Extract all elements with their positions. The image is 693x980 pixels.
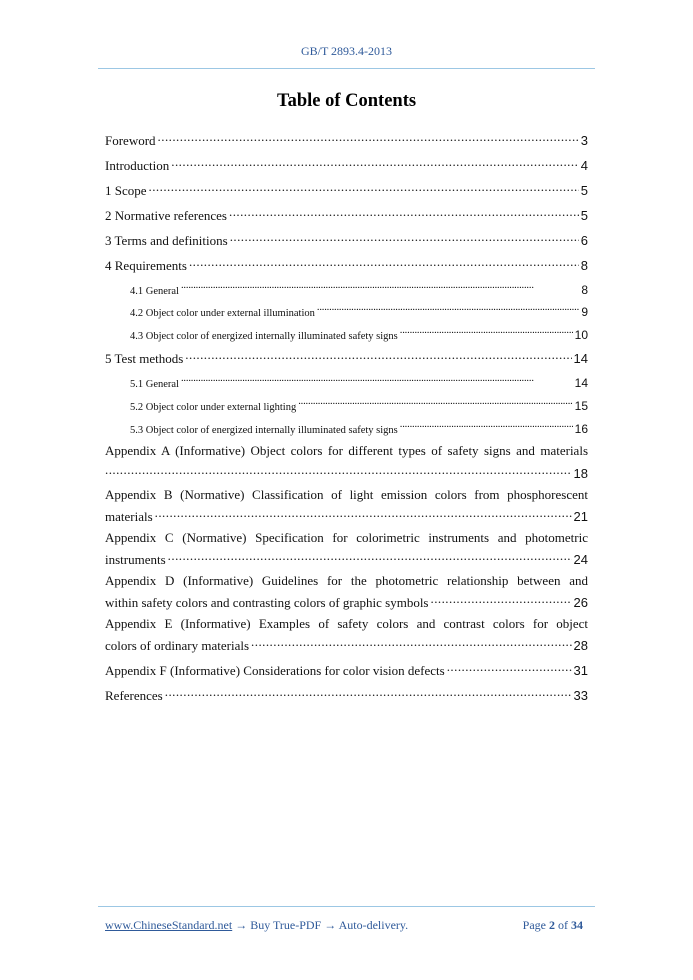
dot-leader (431, 591, 572, 607)
toc-entry-requirements[interactable] (105, 254, 588, 274)
toc-entry-label-cont: instruments (105, 552, 166, 567)
toc-entry-page: 14 (573, 351, 588, 366)
dot-leader (155, 505, 572, 521)
dot-leader (165, 684, 572, 700)
toc-entry-label: 4.1 General (130, 286, 179, 297)
toc-entry-appendix-b[interactable] (105, 485, 588, 504)
toc-entry-label: 4.3 Object color of energized internally illuminated safety signs (130, 331, 398, 342)
arrow-right-icon: → (324, 918, 337, 932)
toc-entry-appendix-a-page-line[interactable] (105, 462, 588, 482)
toc-entry-label: 4 Requirements (105, 258, 187, 273)
toc-entry-page: 6 (580, 233, 588, 248)
toc-entry-label: References (105, 688, 163, 703)
toc-entry-appendix-c-page-line[interactable] (105, 548, 588, 568)
toc-entry-appendix-e-page-line[interactable] (105, 634, 588, 654)
toc-entry-page: 16 (574, 422, 588, 436)
toc-entry-introduction[interactable] (105, 154, 588, 174)
toc-entry-label: 3 Terms and definitions (105, 233, 228, 248)
total-page-number: 34 (571, 918, 583, 932)
toc-entry-label: Appendix F (Informative) Considerations for color vision defects (105, 663, 445, 678)
dot-leader (251, 634, 571, 650)
toc-entry-page: 21 (573, 509, 588, 524)
dot-leader (105, 462, 572, 478)
toc-entry-label: 4.2 Object color under external illumination (130, 308, 315, 319)
toc-entry-label-cont: materials (105, 509, 153, 524)
toc-subentry-4-1[interactable] (130, 278, 588, 300)
toc-entry-label: 5.3 Object color of energized internally illuminated safety signs (130, 425, 398, 436)
dot-leader (229, 204, 579, 220)
buy-true-pdf-link[interactable]: Buy True-PDF (250, 918, 322, 932)
toc-entry-appendix-d[interactable] (105, 571, 588, 590)
toc-entry-appendix-d-page-line[interactable] (105, 591, 588, 611)
toc-entry-page: 15 (574, 399, 588, 413)
toc-entry-page: 28 (573, 638, 588, 653)
toc-subentry-5-1[interactable] (130, 371, 588, 393)
toc-entry-page: 3 (580, 133, 588, 148)
toc-entry-label: Appendix D (Informative) Guidelines for the photometric relationship between and (105, 573, 588, 588)
toc-entry-page: 4 (580, 158, 588, 173)
page-indicator (523, 918, 583, 933)
dot-leader (400, 417, 573, 433)
toc-entry-appendix-e[interactable] (105, 614, 588, 633)
toc-subentry-4-2[interactable] (130, 300, 588, 322)
page-word: Page (522, 918, 546, 932)
dot-leader (189, 254, 579, 270)
dot-leader (168, 548, 572, 564)
toc-entry-label-cont: within safety colors and contrasting colors of graphic symbols (105, 595, 429, 610)
dot-leader (171, 154, 579, 170)
toc-entry-page: 18 (573, 466, 588, 481)
footer-links (105, 918, 408, 933)
toc-entry-label: 2 Normative references (105, 208, 227, 223)
page-title: Table of Contents (276, 91, 417, 111)
toc-entry-scope[interactable] (105, 179, 588, 199)
toc-entry-label: Introduction (105, 158, 170, 173)
toc-entry-label: Appendix B (Normative) Classification of light emission colors from phosphorescent (105, 487, 588, 502)
toc-entry-page: 26 (573, 595, 588, 610)
toc-entry-label: Appendix A (Informative) Object colors for different types of safety signs and materials (105, 443, 588, 458)
toc-subentry-4-3[interactable] (130, 323, 588, 345)
toc-subentry-5-3[interactable] (130, 417, 588, 439)
toc-entry-appendix-b-page-line[interactable] (105, 505, 588, 525)
toc-entry-page: 5 (580, 208, 588, 223)
toc-entry-page: 10 (574, 328, 588, 342)
current-page-number: 2 (549, 918, 555, 932)
dot-leader (298, 394, 572, 410)
toc-entry-label: 1 Scope (105, 183, 147, 198)
footer-divider (98, 906, 595, 907)
toc-entry-label: Appendix C (Normative) Specification for colorimetric instruments and photometric (105, 530, 588, 545)
toc-entry-page: 31 (573, 663, 588, 678)
toc-entry-page: 9 (581, 305, 588, 319)
toc-entry-terms-definitions[interactable] (105, 229, 588, 249)
arrow-right-icon: → (235, 918, 248, 932)
toc-entry-references[interactable] (105, 684, 588, 704)
toc-entry-label: Foreword (105, 133, 156, 148)
toc-entry-page: 24 (573, 552, 588, 567)
dot-leader (400, 323, 573, 339)
toc-entry-page: 8 (581, 283, 588, 297)
dot-leader (158, 129, 579, 145)
toc-entry-appendix-a[interactable] (105, 441, 588, 460)
toc-entry-page: 14 (574, 376, 588, 390)
dot-leader (185, 347, 571, 363)
toc-entry-page: 5 (580, 183, 588, 198)
dot-leader (181, 371, 573, 387)
header-divider (98, 68, 595, 69)
dot-leader (149, 179, 579, 195)
toc-entry-page: 33 (573, 688, 588, 703)
auto-delivery-text: Auto-delivery. (338, 918, 409, 932)
toc-entry-label: Appendix E (Informative) Examples of safety colors and contrast colors for object (105, 616, 588, 631)
dot-leader (317, 300, 579, 316)
dot-leader (181, 278, 579, 294)
toc-entry-label: 5.2 Object color under external lighting (130, 402, 297, 413)
document-header: GB/T 2893.4-2013 (300, 44, 393, 58)
dot-leader (230, 229, 579, 245)
site-link[interactable]: www.ChineseStandard.net (105, 918, 233, 932)
toc-entry-appendix-f[interactable] (105, 659, 588, 679)
toc-entry-test-methods[interactable] (105, 347, 588, 367)
of-word: of (558, 918, 568, 932)
toc-entry-label: 5 Test methods (105, 351, 184, 366)
dot-leader (447, 659, 572, 675)
toc-entry-page: 8 (580, 258, 588, 273)
toc-entry-appendix-c[interactable] (105, 528, 588, 547)
toc-entry-label: 5.1 General (130, 379, 179, 390)
toc-entry-foreword[interactable] (105, 129, 588, 149)
toc-entry-label-cont: colors of ordinary materials (105, 638, 250, 653)
toc-subentry-5-2[interactable] (130, 394, 588, 416)
toc-entry-normative-references[interactable] (105, 204, 588, 224)
